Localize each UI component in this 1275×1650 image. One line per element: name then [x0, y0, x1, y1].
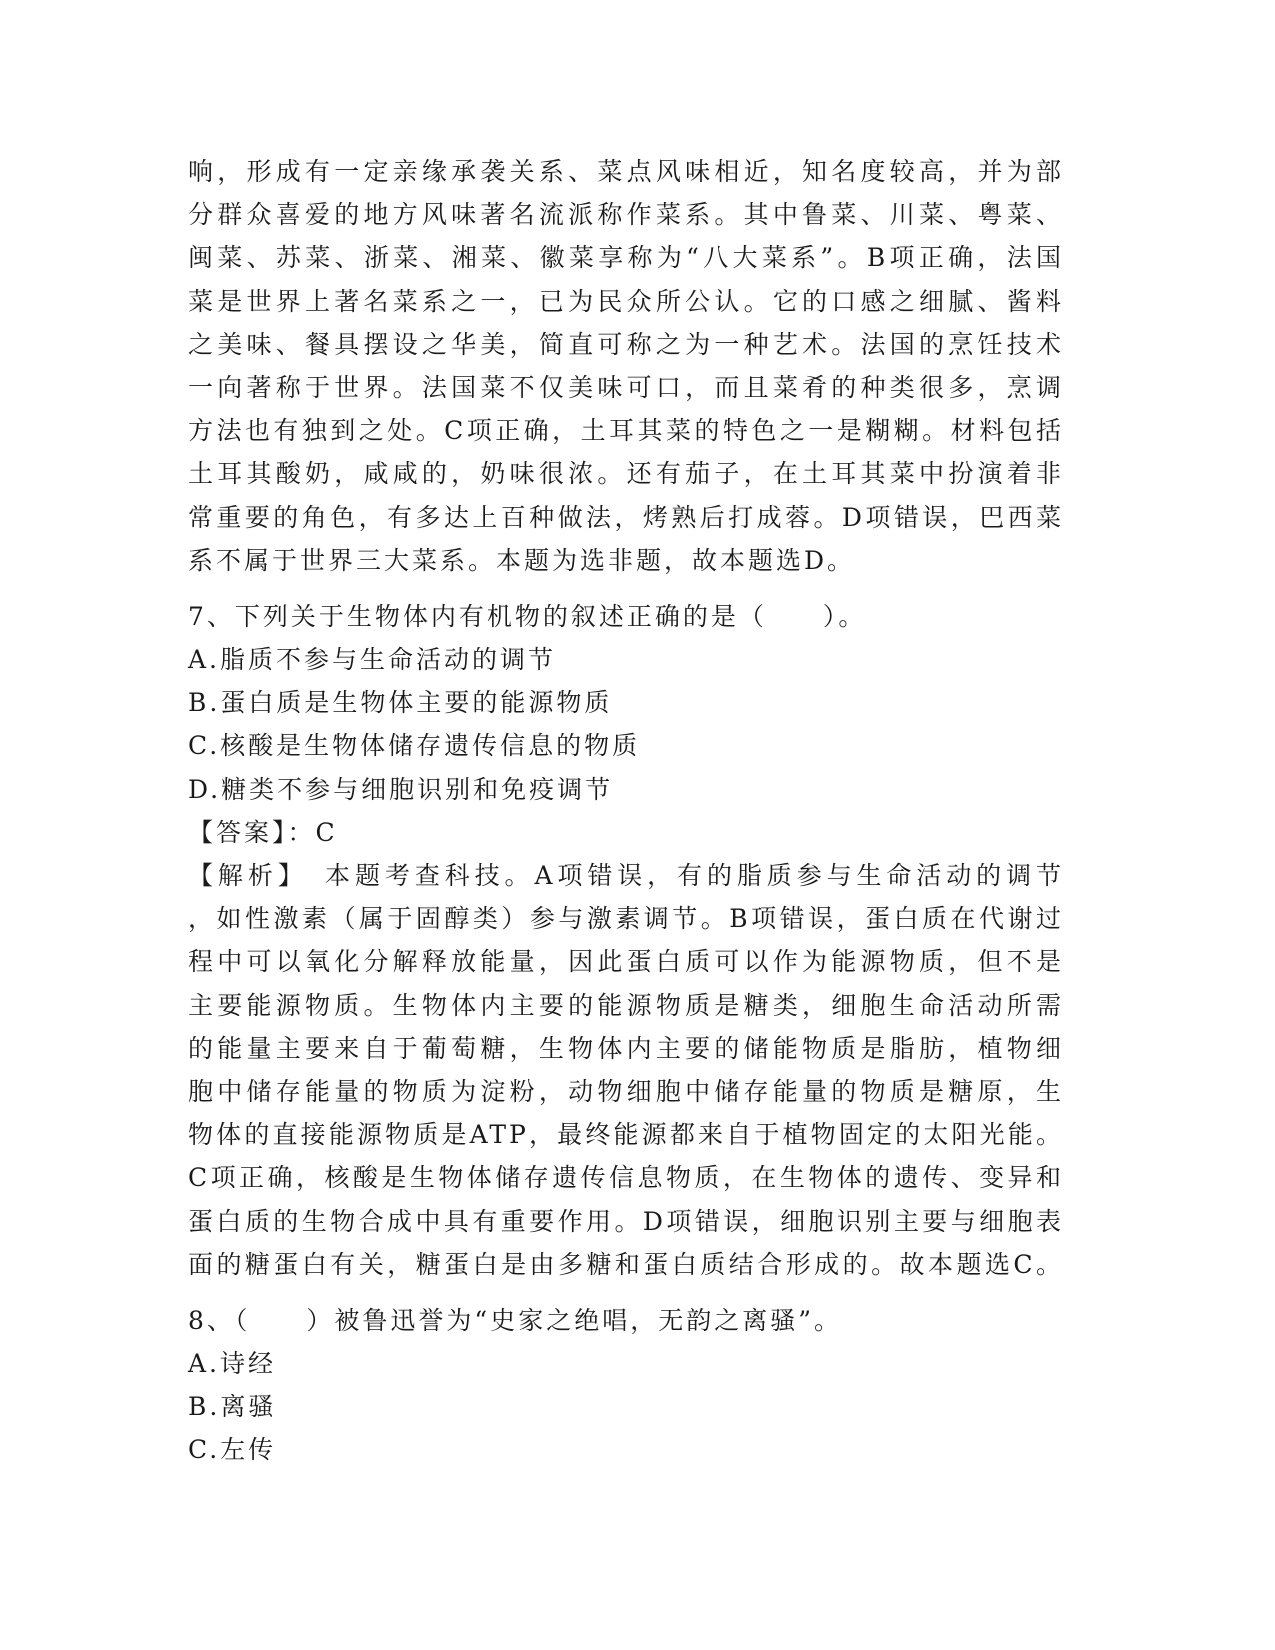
question-text: 8、（ ）被鲁迅誉为“史家之绝唱，无韵之离骚”。 — [188, 1305, 842, 1335]
explanation-line: 主要能源物质。生物体内主要的能源物质是糖类，细胞生命活动所需 — [188, 990, 1064, 1020]
option-a: A.脂质不参与生命活动的调节 — [188, 645, 557, 675]
text-line: 菜是世界上著名菜系之一，已为民众所公认。它的口感之细腻、酱料 — [188, 286, 1064, 316]
option-d: D.糖类不参与细胞识别和免疫调节 — [188, 774, 614, 804]
text-line: 闽菜、苏菜、浙菜、湘菜、徽菜享称为“八大菜系”。B项正确，法国 — [188, 243, 1064, 273]
question-8 — [188, 1299, 1088, 1472]
text-line: 响，形成有一定亲缘承袭关系、菜点风味相近，知名度较高，并为部 — [188, 157, 1064, 186]
option-b: B.离骚 — [188, 1392, 277, 1422]
option-c: C.左传 — [188, 1435, 277, 1465]
question-text: 7、下列关于生物体内有机物的叙述正确的是（ ）。 — [188, 601, 867, 631]
explanation-line: 程中可以氧化分解释放能量，因此蛋白质可以作为能源物质，但不是 — [188, 947, 1064, 977]
text-line: 方法也有独到之处。C项正确，土耳其菜的特色之一是糊糊。材料包括 — [188, 416, 1064, 446]
explanation-line: 【解析】 本题考查科技。A项错误，有的脂质参与生命活动的调节 — [188, 861, 1064, 890]
text-line: 系不属于世界三大菜系。本题为选非题，故本题选D。 — [188, 545, 856, 575]
explanation-line: C项正确，核酸是生物体储存遗传信息物质，在生物体的遗传、变异和 — [188, 1163, 1064, 1193]
option-b: B.蛋白质是生物体主要的能源物质 — [188, 688, 613, 718]
text-line: 土耳其酸奶，咸咸的，奶味很浓。还有茄子，在土耳其菜中扮演着非 — [188, 459, 1064, 489]
text-line: 之美味、餐具摆设之华美，简直可称之为一种艺术。法国的烹饪技术 — [188, 329, 1064, 359]
explanation-line: 的能量主要来自于葡萄糖，生物体内主要的储能物质是脂肪，植物细 — [188, 1033, 1064, 1063]
answer-line: 【答案】：C — [188, 817, 338, 847]
text-line: 一向著称于世界。法国菜不仅美味可口，而且菜肴的种类很多，烹调 — [188, 372, 1064, 402]
explanation-line: 胞中储存能量的物质为淀粉，动物细胞中储存能量的物质是糖原，生 — [188, 1076, 1064, 1106]
explanation-line: ，如性激素（属于固醇类）参与激素调节。B项错误，蛋白质在代谢过 — [188, 904, 1064, 934]
text-line: 分群众喜爱的地方风味著名流派称作菜系。其中鲁菜、川菜、粤菜、 — [188, 200, 1064, 230]
explanation-line: 物体的直接能源物质是ATP，最终能源都来自于植物固定的太阳光能。 — [188, 1120, 1064, 1150]
previous-explanation — [188, 150, 1088, 582]
explanation-line: 蛋白质的生物合成中具有重要作用。D项错误，细胞识别主要与细胞表 — [188, 1206, 1064, 1236]
page-content — [188, 150, 1088, 1472]
option-a: A.诗经 — [188, 1349, 277, 1379]
question-7 — [188, 595, 1088, 1286]
explanation-line: 面的糖蛋白有关，糖蛋白是由多糖和蛋白质结合形成的。故本题选C。 — [188, 1249, 1064, 1279]
text-line: 常重要的角色，有多达上百种做法，烤熟后打成蓉。D项错误，巴西菜 — [188, 502, 1064, 532]
option-c: C.核酸是生物体储存遗传信息的物质 — [188, 731, 641, 761]
